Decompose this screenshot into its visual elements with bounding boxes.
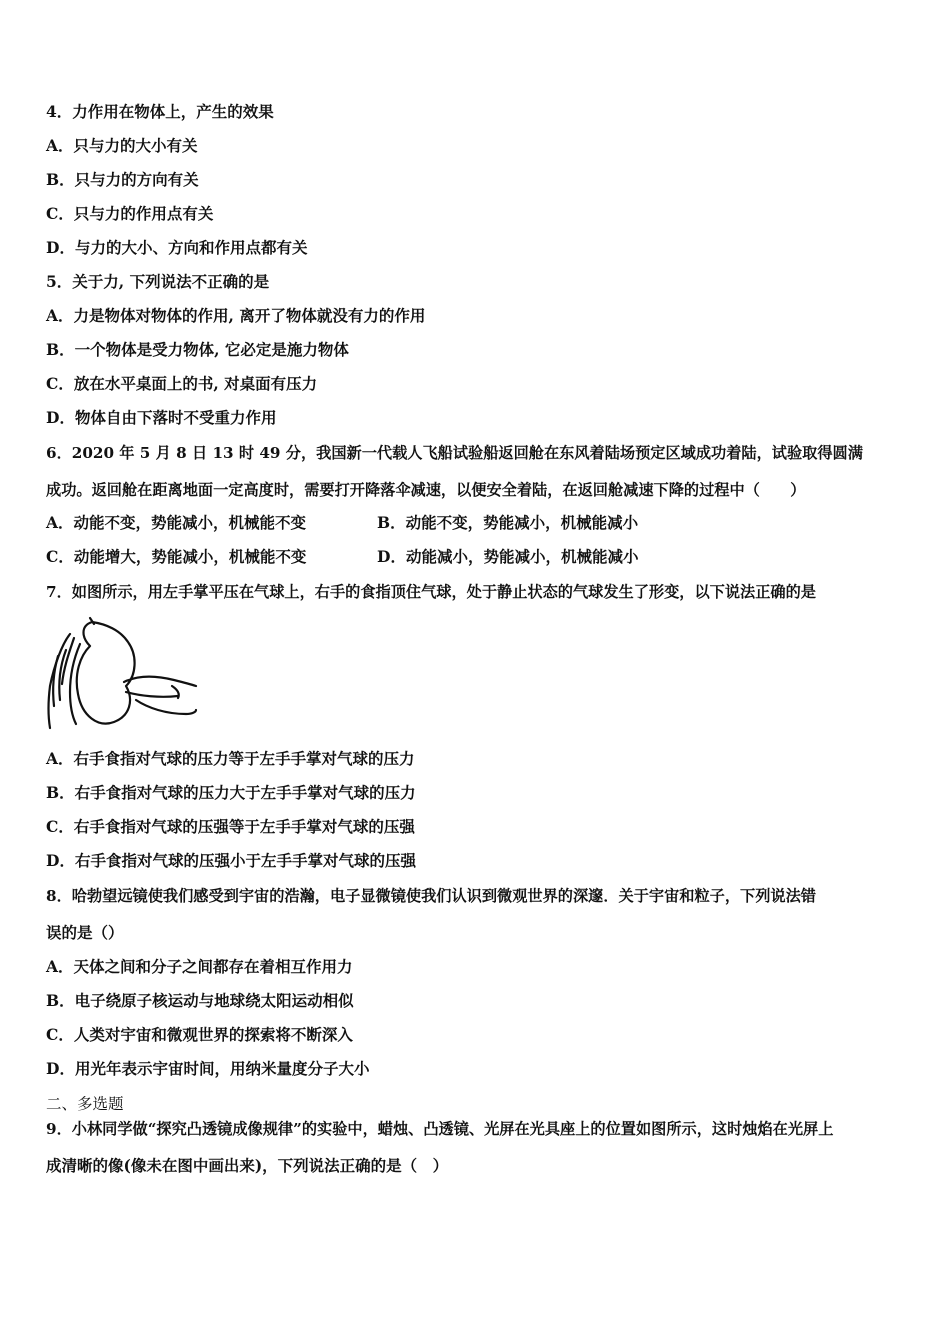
q4-option-a: A．只与力的大小有关 — [46, 136, 198, 155]
q6-stem-line1: 6．2020 年 5 月 8 日 13 时 49 分，我国新一代载人飞船试验船返回舱在东风着陆场预定区域成功着陆，试验取得圆满 — [46, 444, 863, 462]
q6-option-c: C．动能增大，势能减小，机械能不变 — [46, 547, 307, 566]
q9-stem-line2: 成清晰的像(像未在图中画出来)，下列说法正确的是（ ） — [46, 1156, 449, 1175]
q4-stem: 4．力作用在物体上，产生的效果 — [46, 102, 274, 121]
q6-option-d: D．动能减小，势能减小，机械能减小 — [377, 547, 639, 566]
q7-option-a: A．右手食指对气球的压力等于左手手掌对气球的压力 — [46, 749, 415, 768]
q8-option-d: D．用光年表示宇宙时间，用纳米量度分子大小 — [46, 1059, 370, 1078]
q6-stem-line2: 成功。返回舱在距离地面一定高度时，需要打开降落伞减速，以便安全着陆，在返回舱减速下降的过程中（ ） — [46, 481, 806, 499]
q9-stem-line1: 9．小林同学做“探究凸透镜成像规律”的实验中，蜡烛、凸透镜、光屏在光具座上的位置如图所示，这时烛焰在光屏上 — [46, 1120, 834, 1138]
q8-option-b: B．电子绕原子核运动与地球绕太阳运动相似 — [46, 991, 354, 1010]
q8-stem-line2: 误的是（） — [46, 923, 124, 942]
q5-stem: 5．关于力, 下列说法不正确的是 — [46, 272, 270, 291]
q5-option-b: B．一个物体是受力物体, 它必定是施力物体 — [46, 340, 349, 359]
q7-option-c: C．右手食指对气球的压强等于左手手掌对气球的压强 — [46, 817, 415, 836]
q7-stem: 7．如图所示，用左手掌平压在气球上，右手的食指顶住气球，处于静止状态的气球发生了形变，以下说法正确的是 — [46, 583, 816, 601]
q5-option-c: C．放在水平桌面上的书, 对桌面有压力 — [46, 374, 318, 393]
q8-option-a: A．天体之间和分子之间都存在着相互作用力 — [46, 957, 353, 976]
q7-option-d: D．右手食指对气球的压强小于左手手掌对气球的压强 — [46, 851, 416, 870]
q4-option-c: C．只与力的作用点有关 — [46, 204, 214, 223]
q7-option-b: B．右手食指对气球的压力大于左手手掌对气球的压力 — [46, 783, 416, 802]
q6-option-b: B．动能不变，势能减小，机械能减小 — [377, 513, 639, 532]
q8-option-c: C．人类对宇宙和微观世界的探索将不断深入 — [46, 1025, 353, 1044]
q5-option-a: A．力是物体对物体的作用, 离开了物体就没有力的作用 — [46, 306, 426, 325]
q4-option-b: B．只与力的方向有关 — [46, 170, 199, 189]
q4-option-d: D．与力的大小、方向和作用点都有关 — [46, 238, 308, 257]
q5-option-d: D．物体自由下落时不受重力作用 — [46, 408, 277, 427]
q8-stem-line1: 8．哈勃望远镜使我们感受到宇宙的浩瀚，电子显微镜使我们认识到微观世界的深邃．关于宇宙和粒子，下列说法错 — [46, 887, 816, 905]
hand-balloon-figure — [40, 616, 205, 734]
section-title-multiple-choice: 二、多选题 — [46, 1095, 124, 1113]
q6-option-a: A．动能不变，势能减小，机械能不变 — [46, 513, 307, 532]
